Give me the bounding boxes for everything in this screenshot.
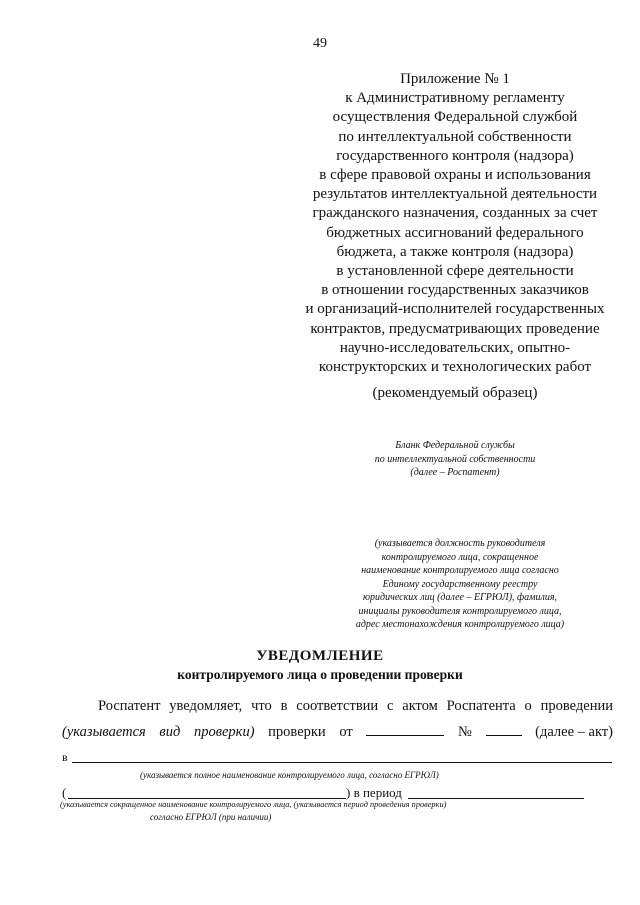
hint-short-name-period: (указывается сокращенное наименование контролируемого лица, (указывается период проведения проверки) [60, 800, 447, 809]
word: что [251, 698, 272, 714]
act-date-field [366, 734, 444, 736]
addressee-line: контролируемого лица, сокращенное [381, 551, 539, 563]
word: с [387, 698, 394, 714]
word: Роспатент [98, 698, 161, 714]
appendix-heading [270, 70, 640, 377]
addressee-line: юридических лиц (далее – ЕГРЮЛ), фамилия, [362, 592, 558, 603]
appendix-line: в сфере правовой охраны и использования [319, 167, 591, 184]
letterhead-line: (далее – Роспатент) [410, 467, 500, 478]
word: (указывается [62, 724, 146, 740]
word: соответствии [296, 698, 379, 714]
appendix-line: бюджетных ассигнований федерального [326, 224, 584, 241]
appendix-line: бюджета, а также контроля (надзора) [336, 243, 574, 260]
word: уведомляет, [169, 698, 243, 714]
appendix-line: научно-исследовательских, опытно- [339, 339, 571, 356]
full-name-field [72, 762, 612, 763]
appendix-line: конструкторских и технологических работ [318, 359, 592, 376]
word: проверки [268, 724, 326, 740]
number-sign: № [458, 724, 472, 740]
hint-full-name: (указывается полное наименование контролируемого лица, согласно ЕГРЮЛ) [140, 770, 439, 780]
page-number: 49 [313, 36, 327, 51]
notice-subtitle: контролируемого лица о проведении проверки [177, 667, 463, 682]
act-number-field [486, 734, 522, 736]
letterhead-line: Бланк Федеральной службы [395, 440, 515, 451]
letterhead-placeholder [330, 439, 580, 480]
word: (далее – акт) [535, 724, 613, 740]
word: о [524, 698, 532, 714]
notice-line-3-prefix: в [62, 750, 68, 764]
sample-label: (рекомендуемый образец) [372, 385, 538, 401]
appendix-line: государственного контроля (надзора) [336, 147, 574, 164]
addressee-line: наименование контролируемого лица согласно [361, 565, 559, 576]
addressee-line: (указывается должность руководителя [374, 538, 546, 549]
period-label: ) в период [346, 785, 402, 800]
addressee-block [330, 537, 590, 632]
appendix-line: в установленной сфере деятельности [336, 263, 574, 280]
period-field [408, 798, 584, 799]
appendix-line: результатов интеллектуальной деятельности [312, 186, 598, 203]
short-name-field [68, 798, 346, 799]
word: вид [159, 724, 181, 740]
appendix-line: по интеллектуальной собственности [338, 128, 572, 145]
addressee-line: инициалы руководителя контролируемого лица, [358, 605, 562, 617]
open-paren: ( [62, 785, 67, 800]
addressee-line: Единому государственному реестру [382, 578, 538, 590]
word: проверки) [193, 724, 255, 740]
notice-line-2 [62, 724, 613, 741]
word: Роспатента [446, 698, 516, 714]
appendix-line: в отношении государственных заказчиков [321, 282, 589, 299]
appendix-line: контрактов, предусматривающих проведение [310, 320, 600, 337]
word: от [339, 724, 353, 740]
word: в [280, 698, 288, 714]
word: проведении [540, 698, 613, 714]
appendix-line: к Административному регламенту [345, 90, 565, 107]
addressee-line: адрес местонахождения контролируемого лица) [355, 619, 565, 630]
appendix-line: Приложение № 1 [400, 71, 510, 87]
appendix-line: осуществления Федеральной службой [332, 109, 578, 126]
appendix-line: гражданского назначения, созданных за счет [312, 205, 598, 222]
notice-title: УВЕДОМЛЕНИЕ [256, 648, 384, 664]
word: актом [402, 698, 438, 714]
appendix-line: и организаций-исполнителей государственных [305, 301, 605, 318]
letterhead-line: по интеллектуальной собственности [374, 453, 536, 465]
notice-line-1 [98, 698, 613, 715]
hint-egrul: согласно ЕГРЮЛ (при наличии) [150, 812, 272, 822]
